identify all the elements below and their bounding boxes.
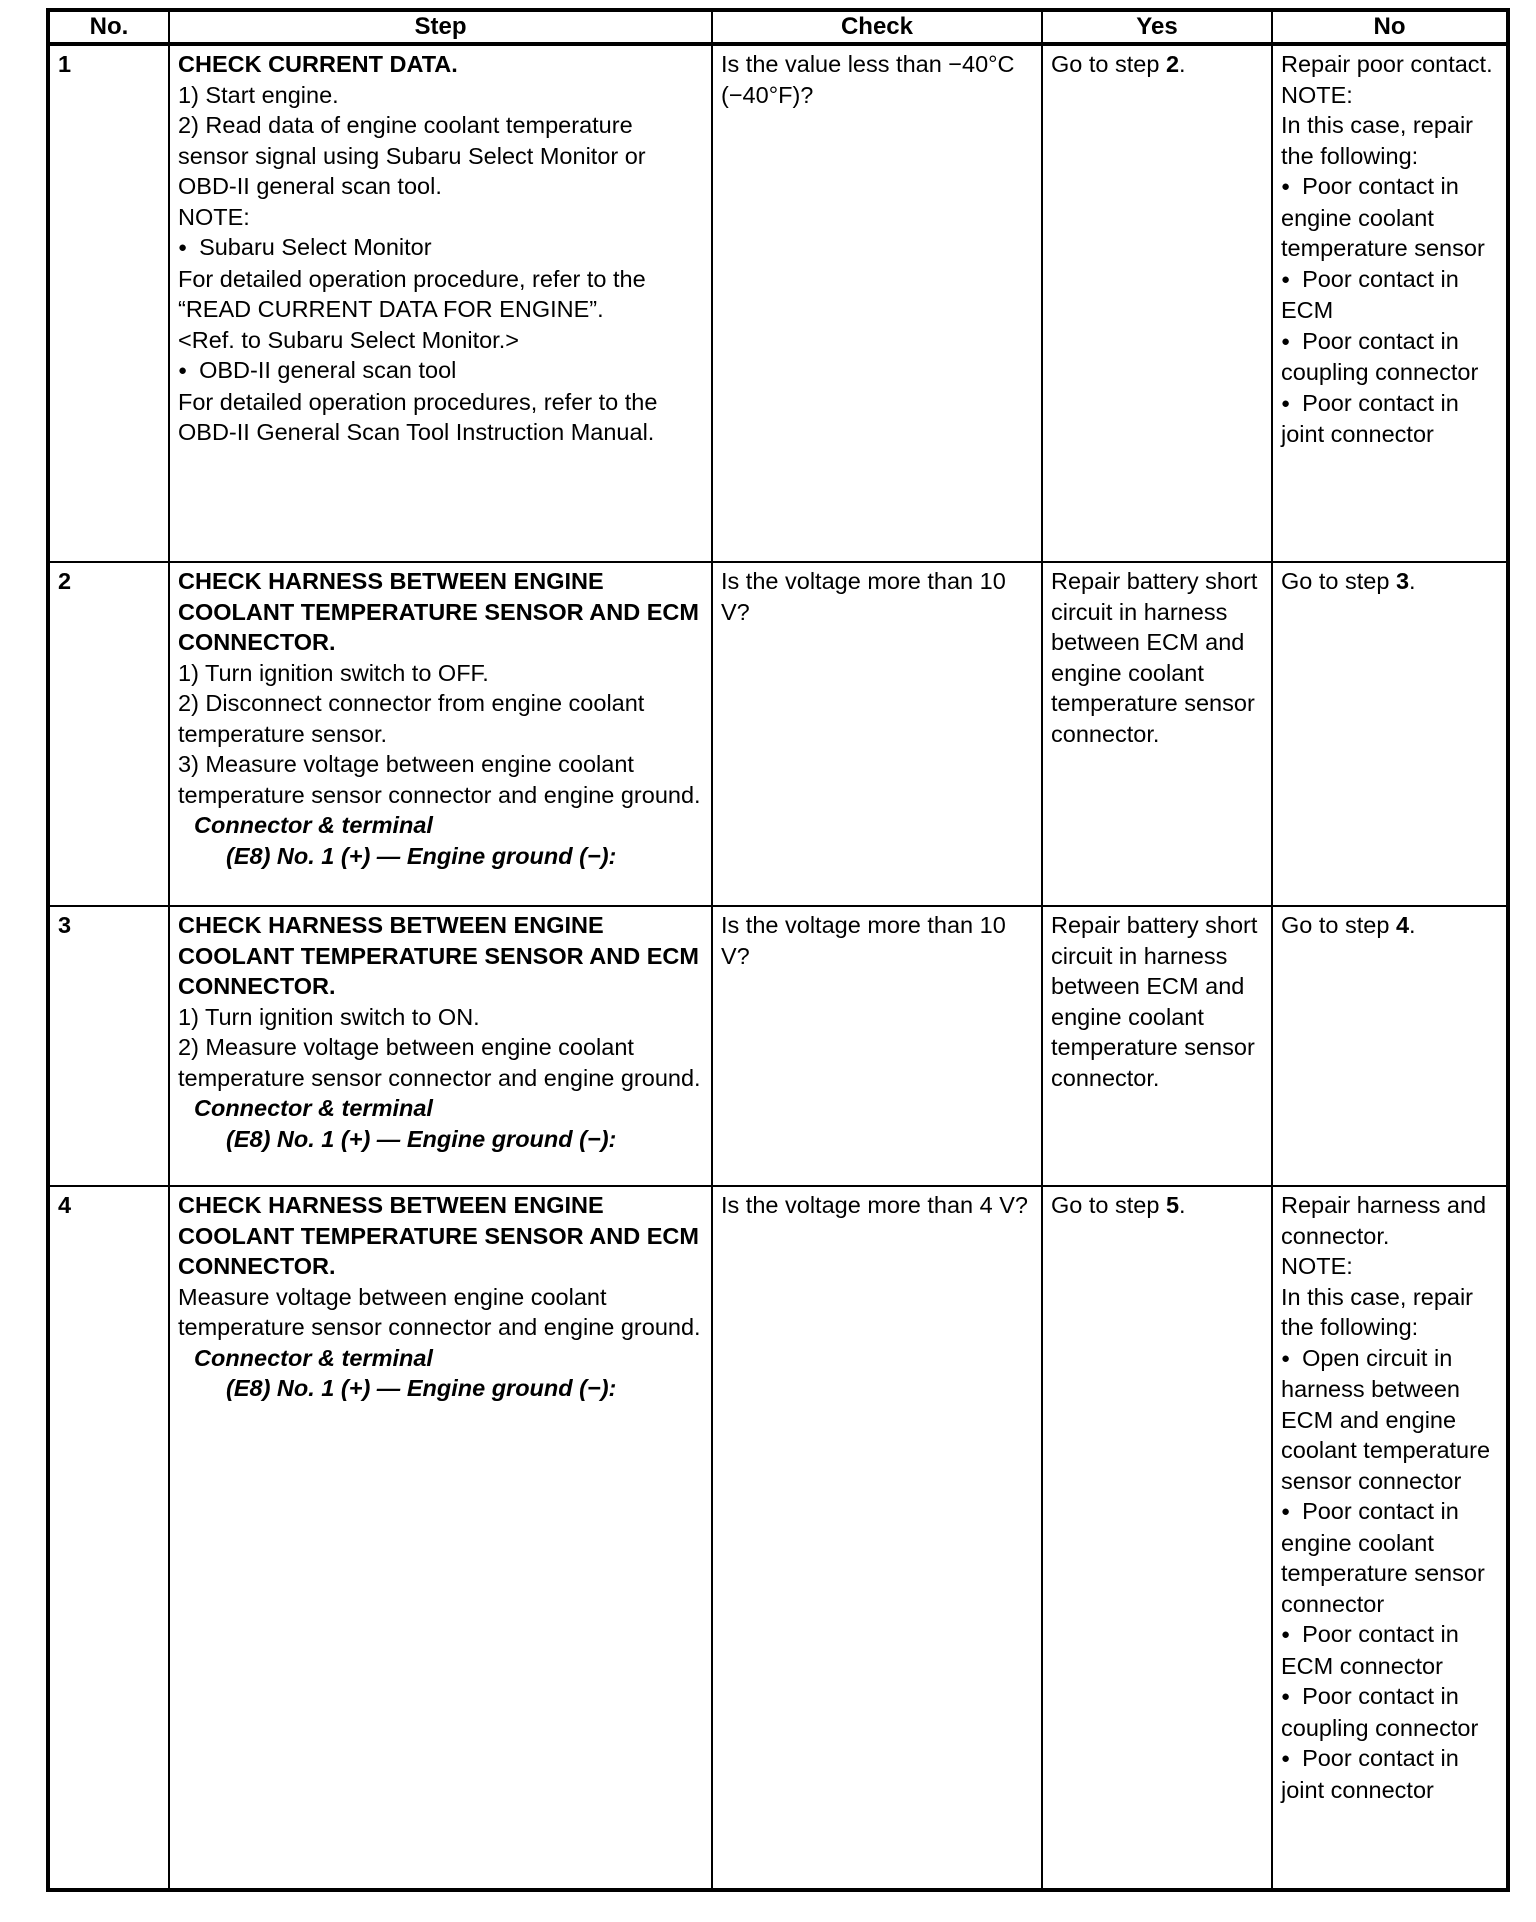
- step-reference: 2: [1165, 51, 1180, 77]
- connector-label: Connector & terminal: [194, 1095, 433, 1121]
- bullet-icon: [1281, 390, 1302, 416]
- step-number: 3: [48, 906, 169, 1186]
- no-line: Repair poor contact.: [1281, 51, 1493, 77]
- bullet-item: [1281, 1343, 1498, 1497]
- table-row: [48, 906, 1508, 1186]
- bullet-icon: [1281, 1345, 1302, 1371]
- yes-text: Go to step: [1051, 51, 1166, 77]
- step-line: 1) Start engine.: [178, 81, 339, 108]
- connector-label: Connector & terminal: [194, 812, 433, 838]
- step-cell: [169, 44, 712, 562]
- no-cell: [1272, 44, 1508, 562]
- table-row: [48, 562, 1508, 906]
- step-line: For detailed operation procedure, refer to the “READ CURRENT DATA FOR ENGINE”.: [178, 265, 646, 322]
- step-cell: [169, 1186, 712, 1890]
- table-row: [48, 44, 1508, 562]
- diagnostic-table: [46, 8, 1510, 1892]
- yes-cell: Repair battery short circuit in harness between ECM and engine coolant temperature sensor connector.: [1042, 562, 1272, 906]
- bullet-text: Poor contact in ECM: [1281, 265, 1459, 323]
- connector-terminal: (E8) No. 1 (+) — Engine ground (−):: [226, 1375, 617, 1401]
- connector-terminal: (E8) No. 1 (+) — Engine ground (−):: [226, 842, 617, 869]
- step-line: NOTE:: [178, 203, 250, 230]
- connector-label: Connector & terminal: [194, 1344, 433, 1371]
- no-text: Go to step: [1281, 568, 1396, 594]
- yes-suffix: .: [1179, 1192, 1186, 1218]
- bullet-item: [1281, 1496, 1498, 1619]
- no-text: Go to step: [1281, 912, 1396, 938]
- step-number: 1: [48, 44, 169, 562]
- bullet-icon: [1281, 328, 1302, 354]
- header-check: Check: [712, 10, 1042, 44]
- step-title: CHECK CURRENT DATA.: [178, 51, 458, 77]
- bullet-text: OBD-II general scan tool: [199, 357, 457, 383]
- no-cell: [1272, 1186, 1508, 1890]
- bullet-item: [1281, 388, 1498, 450]
- bullet-text: Poor contact in coupling connector: [1281, 1683, 1479, 1741]
- bullet-icon: [1281, 1683, 1302, 1709]
- bullet-item: [1281, 264, 1498, 326]
- yes-cell: [1042, 44, 1272, 562]
- no-line: Repair harness and connector.: [1281, 1192, 1487, 1249]
- step-number: 2: [48, 562, 169, 906]
- step-title: CHECK HARNESS BETWEEN ENGINE COOLANT TEMPERATURE SENSOR AND ECM CONNECTOR.: [178, 1192, 699, 1279]
- table-row: [48, 1186, 1508, 1890]
- check-cell: Is the voltage more than 10 V?: [712, 562, 1042, 906]
- no-cell: [1272, 562, 1508, 906]
- no-suffix: .: [1409, 912, 1416, 938]
- bullet-text: Poor contact in coupling connector: [1281, 327, 1479, 385]
- no-cell: [1272, 906, 1508, 1186]
- bullet-item: [1281, 326, 1498, 388]
- check-cell: Is the voltage more than 10 V?: [712, 906, 1042, 1186]
- bullet-icon: [1281, 173, 1302, 199]
- yes-suffix: .: [1179, 51, 1186, 77]
- check-cell: Is the voltage more than 4 V?: [712, 1186, 1042, 1890]
- step-line: 2) Measure voltage between engine coolant temperature sensor connector and engine ground.: [178, 1034, 701, 1091]
- yes-cell: [1042, 1186, 1272, 1890]
- no-line: In this case, repair the following:: [1281, 112, 1474, 169]
- step-line: 1) Turn ignition switch to ON.: [178, 1003, 480, 1030]
- no-suffix: .: [1409, 568, 1416, 594]
- no-line: NOTE:: [1281, 81, 1353, 108]
- step-number: 4: [48, 1186, 169, 1890]
- bullet-text: Poor contact in engine coolant temperature sensor connector: [1281, 1498, 1485, 1617]
- bullet-item: [1281, 171, 1498, 264]
- header-yes: Yes: [1042, 10, 1272, 44]
- no-line: NOTE:: [1281, 1253, 1353, 1279]
- header-no: No.: [48, 10, 169, 44]
- header-step: Step: [169, 10, 712, 44]
- step-reference: 5: [1165, 1192, 1180, 1218]
- step-title: CHECK HARNESS BETWEEN ENGINE COOLANT TEMPERATURE SENSOR AND ECM CONNECTOR.: [178, 912, 699, 999]
- bullet-icon: [1281, 1745, 1302, 1771]
- bullet-icon: [1281, 1498, 1302, 1524]
- step-line: 1) Turn ignition switch to OFF.: [178, 659, 489, 686]
- bullet-text: Poor contact in joint connector: [1281, 389, 1459, 447]
- step-title: CHECK HARNESS BETWEEN ENGINE COOLANT TEMPERATURE SENSOR AND ECM CONNECTOR.: [178, 568, 699, 655]
- header-no-result: No: [1272, 10, 1508, 44]
- page: [46, 8, 1506, 1892]
- bullet-item: [1281, 1743, 1498, 1805]
- check-cell: Is the value less than −40°C (−40°F)?: [712, 44, 1042, 562]
- header-row: [48, 10, 1508, 44]
- bullet-icon: [1281, 266, 1302, 292]
- connector-terminal: (E8) No. 1 (+) — Engine ground (−):: [226, 1125, 617, 1152]
- bullet-item: [1281, 1619, 1498, 1681]
- step-reference: 3: [1395, 568, 1410, 594]
- bullet-text: Poor contact in engine coolant temperature sensor: [1281, 173, 1485, 261]
- bullet-text: Poor contact in ECM connector: [1281, 1621, 1459, 1679]
- no-line: In this case, repair the following:: [1281, 1283, 1474, 1340]
- bullet-item: [178, 355, 703, 387]
- bullet-text: Open circuit in harness between ECM and engine coolant temperature sensor connector: [1281, 1344, 1491, 1494]
- step-cell: [169, 906, 712, 1186]
- bullet-icon: [178, 234, 199, 260]
- yes-text: Go to step: [1051, 1192, 1166, 1218]
- step-line: <Ref. to Subaru Select Monitor.>: [178, 326, 519, 353]
- bullet-icon: [178, 357, 199, 383]
- bullet-icon: [1281, 1621, 1302, 1647]
- bullet-item: [1281, 1681, 1498, 1743]
- bullet-item: [178, 232, 703, 264]
- step-reference: 4: [1395, 912, 1410, 938]
- step-line: 3) Measure voltage between engine coolant temperature sensor connector and engine ground.: [178, 751, 701, 808]
- bullet-text: Poor contact in joint connector: [1281, 1745, 1459, 1803]
- step-line: 2) Disconnect connector from engine coolant temperature sensor.: [178, 690, 645, 747]
- step-cell: [169, 562, 712, 906]
- step-line: Measure voltage between engine coolant temperature sensor connector and engine ground.: [178, 1283, 701, 1340]
- step-line: 2) Read data of engine coolant temperature sensor signal using Subaru Select Monitor or OBD-II general scan tool.: [178, 112, 646, 199]
- step-line: For detailed operation procedures, refer to the OBD-II General Scan Tool Instruction Manual.: [178, 388, 658, 445]
- yes-cell: Repair battery short circuit in harness between ECM and engine coolant temperature sensor connector.: [1042, 906, 1272, 1186]
- bullet-text: Subaru Select Monitor: [199, 234, 432, 260]
